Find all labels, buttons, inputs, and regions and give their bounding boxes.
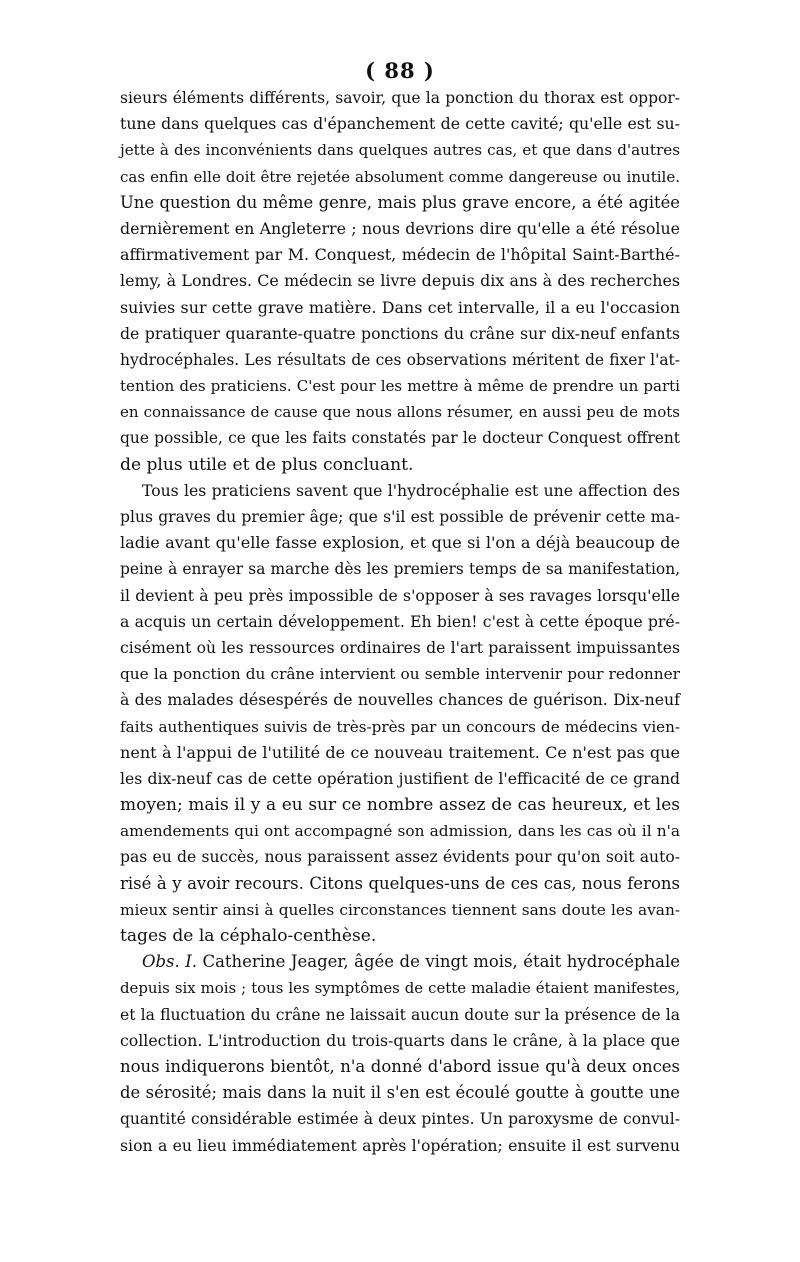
text-line: tention des praticiens. C'est pour les mettre à même de prendre un parti (120, 377, 680, 396)
text-line: moyen; mais il y a eu sur ce nombre assez de cas heureux, et les (120, 795, 680, 816)
text-line: a acquis un certain développement. Eh bien! c'est à cette époque pré- (120, 611, 680, 631)
text-line: Tous les praticiens savent que l'hydrocéphalie est une affection des (142, 480, 680, 500)
text-line: risé à y avoir recours. Citons quelques-uns de ces cas, nous ferons (120, 873, 680, 893)
text-line: depuis six mois ; tous les symptômes de cette maladie étaient manifestes, (120, 979, 680, 998)
text-line: suivies sur cette grave matière. Dans cet intervalle, il a eu l'occasion (120, 297, 680, 317)
text-line: de pratiquer quarante-quatre ponctions du crâne sur dix-neuf enfants (120, 323, 680, 343)
text-line: pas eu de succès, nous paraissent assez évidents pour qu'on soit auto- (120, 848, 680, 867)
text-line: tages de la céphalo-centhèse. (120, 926, 377, 946)
text-line: sieurs éléments différents, savoir, que la ponction du thorax est oppor- (120, 89, 680, 107)
page-number: ( 88 ) (365, 58, 435, 83)
text-line: et la fluctuation du crâne ne laissait aucun doute sur la présence de la (120, 1005, 680, 1024)
text-line: mieux sentir ainsi à quelles circonstances tiennent sans doute les avan- (120, 900, 680, 919)
paragraph-1 (120, 85, 680, 478)
text-line: affirmativement par M. Conquest, médecin de l'hôpital Saint-Barthé- (120, 245, 680, 265)
text-line: cas enfin elle doit être rejetée absolument comme dangereuse ou inutile. (120, 167, 680, 186)
observation-first-line: Catherine Jeager, âgée de vingt mois, était hydrocéphale (197, 952, 680, 972)
text-line: nous indiquerons bientôt, n'a donné d'abord issue qu'à deux onces (120, 1056, 680, 1076)
text-line: plus graves du premier âge; que s'il est possible de prévenir cette ma- (120, 508, 680, 526)
text-line: ladie avant qu'elle fasse explosion, et que si l'on a déjà beaucoup de (120, 533, 680, 553)
body-text (120, 85, 680, 1159)
text-line: peine à enrayer sa marche dès les premiers temps de sa manifestation, (120, 560, 680, 579)
text-line: que la ponction du crâne intervient ou semble intervenir pour redonner (120, 665, 680, 684)
text-line: à des malades désespérés de nouvelles chances de guérison. Dix-neuf (120, 690, 680, 710)
text-line: de sérosité; mais dans la nuit il s'en est écoulé goutte à goutte une (120, 1083, 680, 1103)
text-line: nent à l'appui de l'utilité de ce nouveau traitement. Ce n'est pas que (120, 742, 680, 762)
text-line: dernièrement en Angleterre ; nous devrions dire qu'elle a été résolue (120, 218, 680, 238)
text-line: que possible, ce que les faits constatés par le docteur Conquest offrent (120, 429, 680, 448)
text-line: les dix-neuf cas de cette opération justifient de l'efficacité de ce grand (120, 769, 680, 788)
paragraph-2 (120, 478, 680, 949)
text-line: il devient à peu près impossible de s'opposer à ses ravages lorsqu'elle (120, 585, 680, 605)
text-line: lemy, à Londres. Ce médecin se livre depuis dix ans à des recherches (120, 271, 680, 291)
text-line: sion a eu lieu immédiatement après l'opération; ensuite il est survenu (120, 1135, 680, 1155)
observation-label: Obs. I. (142, 952, 197, 972)
text-line: jette à des inconvénients dans quelques autres cas, et que dans d'autres (120, 141, 680, 160)
text-line: cisément où les ressources ordinaires de l'art paraissent impuissantes (120, 638, 680, 657)
text-line: Une question du même genre, mais plus grave encore, a été agitée (120, 192, 680, 212)
text-line: faits authentiques suivis de très-près par un concours de médecins vien- (120, 717, 680, 736)
text-line (120, 949, 680, 975)
text-line: en connaissance de cause que nous allons résumer, en aussi peu de mots (120, 403, 680, 422)
text-line: collection. L'introduction du trois-quarts dans le crâne, à la place que (120, 1030, 680, 1050)
text-line: amendements qui ont accompagné son admission, dans les cas où il n'a (120, 822, 680, 841)
text-line: hydrocéphales. Les résultats de ces observations méritent de fixer l'at- (120, 350, 680, 369)
text-line: tune dans quelques cas d'épanchement de cette cavité; qu'elle est su- (120, 114, 680, 134)
text-line: quantité considérable estimée à deux pintes. Un paroxysme de convul- (120, 1110, 680, 1129)
text-line: de plus utile et de plus concluant. (120, 454, 414, 475)
observation-1 (120, 949, 680, 1159)
